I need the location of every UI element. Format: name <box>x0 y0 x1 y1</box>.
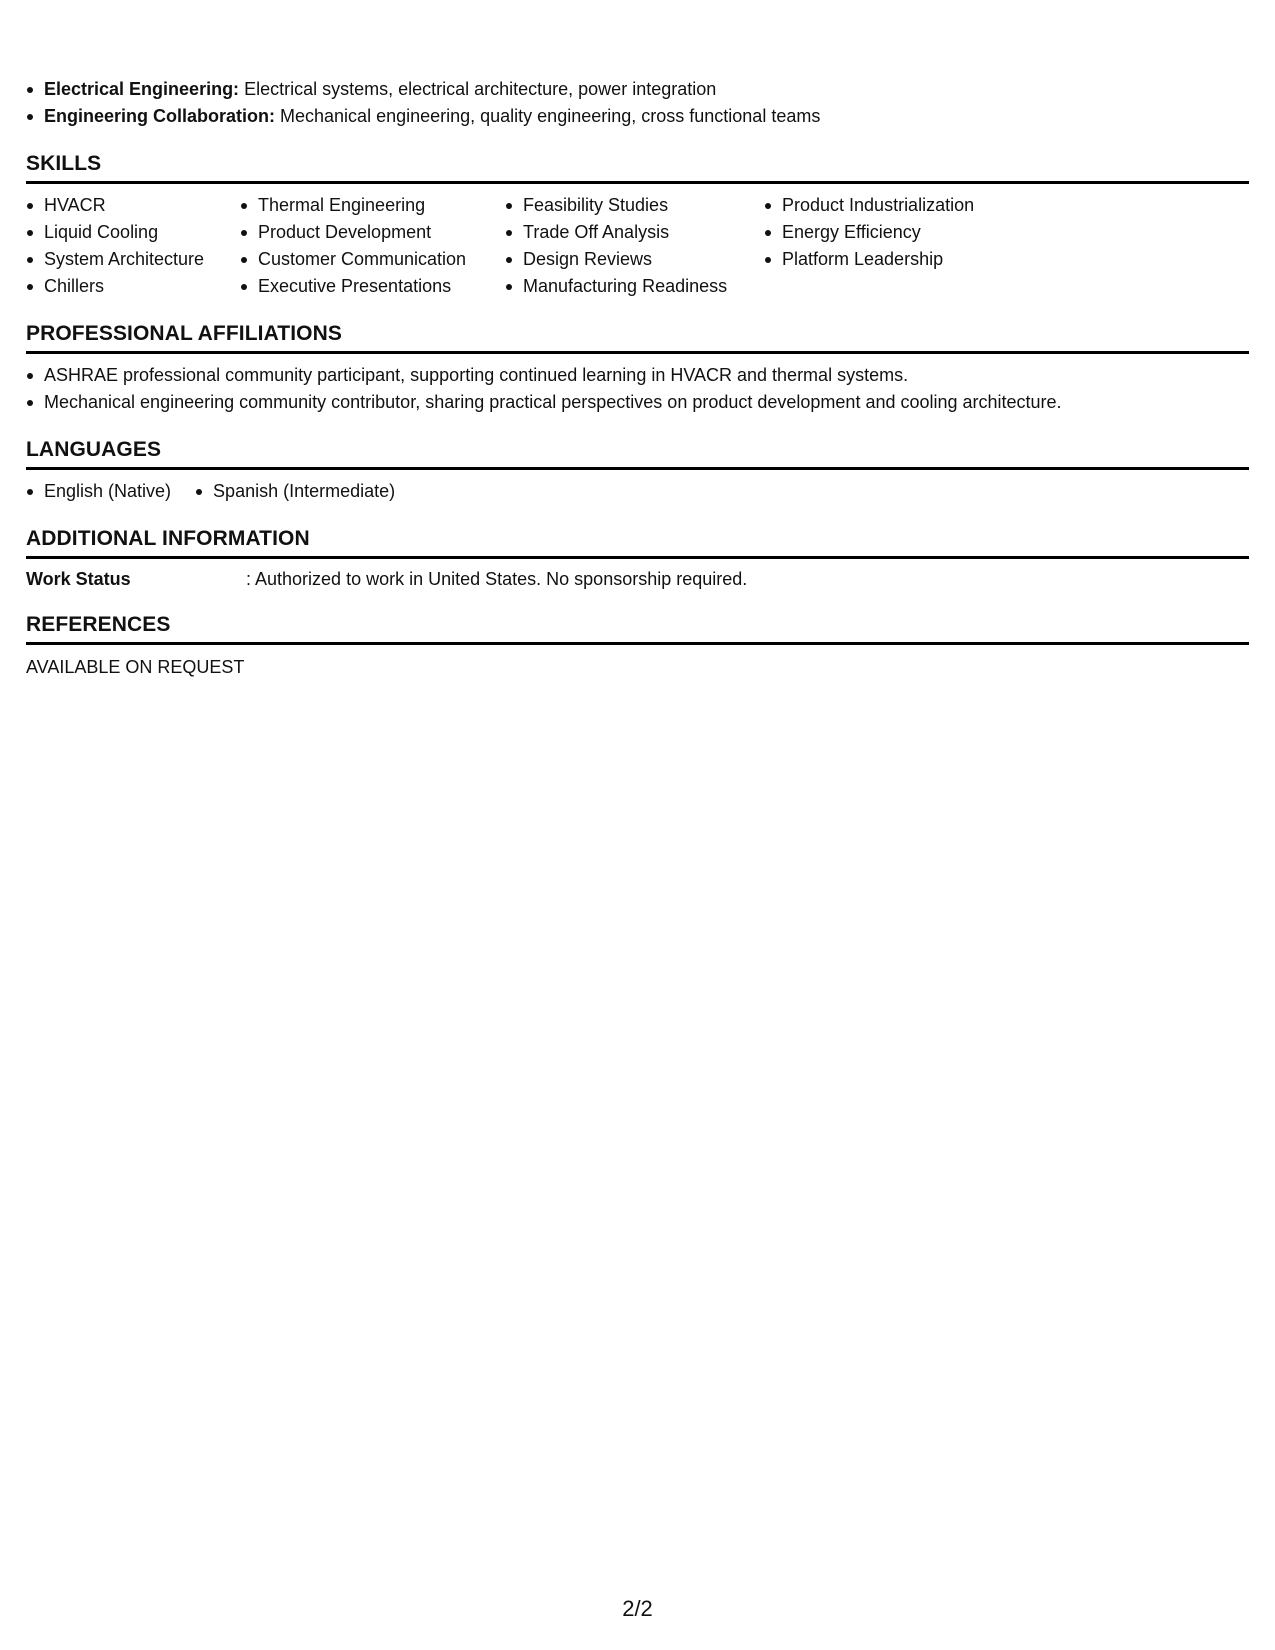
skills-grid <box>26 192 1249 300</box>
languages-list <box>26 478 1249 505</box>
list-item <box>26 76 1249 103</box>
affiliation-item: Mechanical engineering community contributor, sharing practical perspectives on product development and cooling architecture. <box>26 389 1249 416</box>
languages-heading: LANGUAGES <box>26 438 1249 470</box>
skill-item: Feasibility Studies <box>505 192 764 219</box>
list-item <box>26 103 1249 130</box>
skill-item: Executive Presentations <box>240 273 505 300</box>
skills-column <box>26 192 240 300</box>
skill-item: Liquid Cooling <box>26 219 240 246</box>
skill-item: Chillers <box>26 273 240 300</box>
skills-column <box>764 192 1064 300</box>
affiliations-list <box>26 362 1249 416</box>
skill-item: Thermal Engineering <box>240 192 505 219</box>
list-item-text: Electrical systems, electrical architecture, power integration <box>239 79 717 99</box>
additional-info-heading: ADDITIONAL INFORMATION <box>26 527 1249 559</box>
references-text: AVAILABLE ON REQUEST <box>26 657 245 677</box>
skill-item: Design Reviews <box>505 246 764 273</box>
list-item-text: Mechanical engineering, quality engineering, cross functional teams <box>275 106 821 126</box>
page-number: 2/2 <box>622 1596 653 1621</box>
list-item-label: Electrical Engineering: <box>44 79 240 99</box>
skill-item: Product Industrialization <box>764 192 1064 219</box>
skill-item: HVACR <box>26 192 240 219</box>
skill-item: Trade Off Analysis <box>505 219 764 246</box>
references-heading: REFERENCES <box>26 613 1249 645</box>
skill-item: Customer Communication <box>240 246 505 273</box>
language-item: English (Native) <box>26 478 171 505</box>
affiliation-item: ASHRAE professional community participant, supporting continued learning in HVACR and thermal systems. <box>26 362 1249 389</box>
skill-item: Product Development <box>240 219 505 246</box>
work-status-label: Work Status <box>26 569 131 589</box>
resume-page <box>26 76 1249 679</box>
skills-column <box>505 192 764 300</box>
skills-column <box>240 192 505 300</box>
skill-item: Manufacturing Readiness <box>505 273 764 300</box>
affiliations-heading: PROFESSIONAL AFFILIATIONS <box>26 322 1249 354</box>
work-status-row <box>26 567 1249 591</box>
language-item: Spanish (Intermediate) <box>195 478 395 505</box>
skill-item: Energy Efficiency <box>764 219 1064 246</box>
skills-heading: SKILLS <box>26 152 1249 184</box>
work-status-value: : Authorized to work in United States. No sponsorship required. <box>246 569 748 589</box>
list-item-label: Engineering Collaboration: <box>44 106 276 126</box>
skill-item: Platform Leadership <box>764 246 1064 273</box>
skill-item: System Architecture <box>26 246 240 273</box>
engineering-focus-list <box>26 76 1249 130</box>
